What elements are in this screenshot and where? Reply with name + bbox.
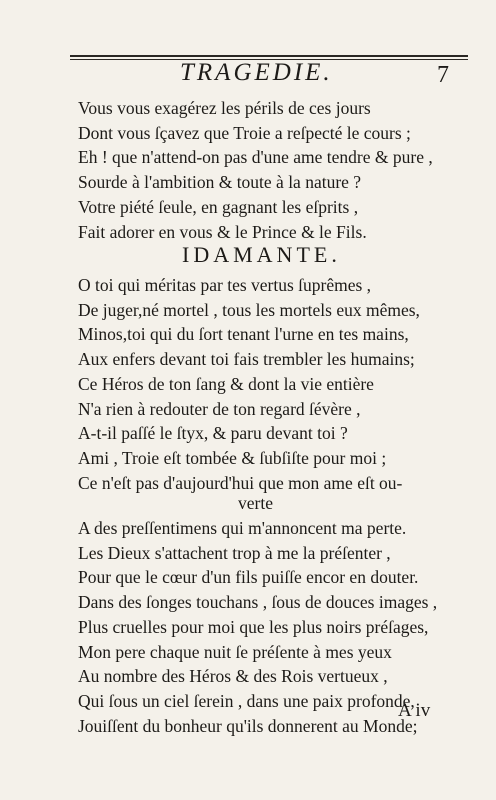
- running-head: TRAGEDIE.: [180, 59, 333, 86]
- verse-line: O toi qui méritas par tes vertus ſuprêmes ,: [78, 275, 372, 295]
- catchword: A iv: [398, 700, 431, 721]
- verse-line: Pour que le cœur d'un fils puiſſe encor en douter.: [78, 567, 419, 588]
- verse-line: Vous vous exagérez les périls de ces jours: [78, 98, 371, 118]
- verse-line: Qui ſous un ciel ſerein , dans une paix profonde,: [78, 690, 415, 711]
- verse-block-2: [78, 273, 468, 738]
- verse-line: Plus cruelles pour moi que les plus noirs préſages,: [78, 616, 429, 637]
- verse-line: De juger,né mortel , tous les mortels eux mêmes,: [78, 299, 420, 320]
- verse-line: Minos,toi qui du ſort tenant l'urne en tes mains,: [78, 324, 409, 345]
- speaker-name: IDAMANTE.: [182, 242, 341, 267]
- verse-line: Eh ! que n'attend-on pas d'une ame tendre & pure ,: [78, 147, 433, 168]
- verse-line: Les Dieux s'attachent trop à me la préſenter ,: [78, 542, 391, 563]
- verse-line: Dont vous ſçavez que Troie a reſpecté le cours ;: [78, 122, 411, 143]
- verse-line: Au nombre des Héros & des Rois vertueux ,: [78, 666, 388, 687]
- verse-line: Dans des ſonges touchans , ſous de douces images ,: [78, 592, 438, 613]
- verse-line: Aux enfers devant toi fais trembler les humains;: [78, 349, 415, 370]
- verse-continuation: verte: [238, 493, 273, 514]
- verse-line: Fait adorer en vous & le Prince & le Fils.: [78, 221, 367, 242]
- verse-line: Ce Héros de ton ſang & dont la vie entière: [78, 373, 374, 394]
- verse-line: A des preſſentimens qui m'annoncent ma perte.: [78, 518, 407, 539]
- verse-line: Ami , Troie eſt tombée & ſubſiſte pour moi ;: [78, 447, 387, 468]
- verse-line: Ce n'eſt pas d'aujourd'hui que mon ame eſt ou-: [78, 472, 403, 493]
- page-number: 7: [437, 62, 449, 88]
- verse-line: Jouiſſent du bonheur qu'ils donnerent au Monde;: [78, 715, 418, 736]
- verse-line: N'a rien à redouter de ton regard ſévère ,: [78, 398, 361, 419]
- header-rule: [70, 55, 468, 57]
- verse-line: Mon pere chaque nuit ſe préſente à mes yeux: [78, 641, 392, 662]
- verse-line: A-t-il paſſé le ſtyx, & paru devant toi ?: [78, 423, 348, 444]
- verse-line: Sourde à l'ambition & toute à la nature ?: [78, 172, 362, 193]
- verse-line: Votre piété ſeule, en gagnant les eſprits ,: [78, 196, 359, 217]
- verse-block-1: [78, 96, 468, 244]
